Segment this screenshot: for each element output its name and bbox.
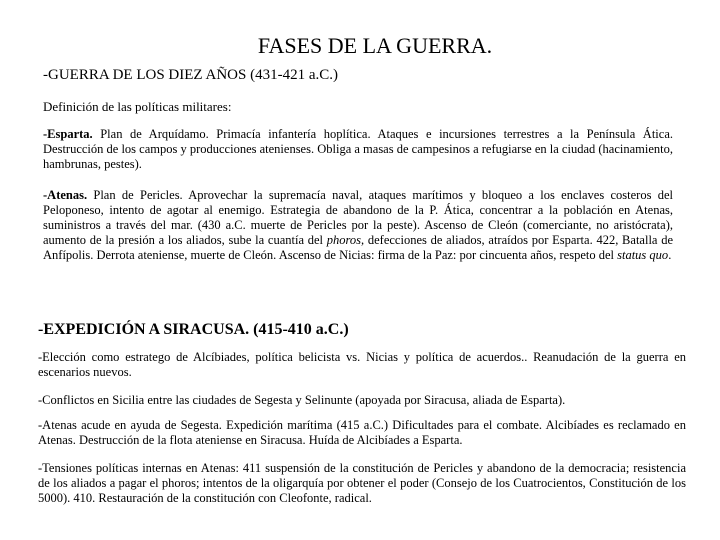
paragraph-atenas-segesta: -Atenas acude en ayuda de Segesta. Expedición marítima (415 a.C.) Dificultades para el combate. Alcibíades es reclamado en Atenas. Destrucción de la flota ateniense en Siracusa. Huída de Alcibíades a Esparta. bbox=[38, 418, 686, 447]
paragraph-tensiones-politicas: -Tensiones políticas internas en Atenas: 411 suspensión de la constitución de Pericles y abandono de la democracia; resistencia de los aliados a pagar el phoros; intentos de la oligarquía por obtener el poder (Consejo de los Cuatrocientos, Constitución de los 5000). 410. Restauración de la constitución con Cleofonte, radical. bbox=[38, 461, 686, 505]
section-heading-guerra-diez-anos: -GUERRA DE LOS DIEZ AÑOS (431-421 a.C.) bbox=[43, 67, 338, 83]
esparta-lead: -Esparta. bbox=[43, 127, 93, 141]
atenas-text-c: . bbox=[668, 248, 672, 262]
atenas-lead: -Atenas. bbox=[43, 188, 88, 202]
section-heading-expedicion-siracusa: -EXPEDICIÓN A SIRACUSA. (415-410 a.C.) bbox=[38, 321, 349, 338]
esparta-text: Plan de Arquídamo. Primacía infantería hoplítica. Ataques e incursiones terrestres a la Península Ática. Destrucción de los campos y producciones atenienses. Obliga a masas de campesinos a refugiarse en la ciudad (hacinamiento, hambrunas, pestes). bbox=[43, 127, 673, 171]
paragraph-esparta bbox=[43, 127, 673, 172]
atenas-italic-phoros: phoros, bbox=[326, 233, 365, 247]
subheading-politicas-militares: Definición de las políticas militares: bbox=[43, 99, 232, 114]
atenas-text-b: defecciones de aliados, atraídos por Esparta. 422, Batalla de Anfípolis. Derrota ateniense, muerte de Cleón. Ascenso de Nicias: firma de la Paz: por cincuenta años, respeto del bbox=[43, 233, 673, 262]
page-title: FASES DE LA GUERRA. bbox=[257, 33, 493, 58]
atenas-text-a: Plan de Pericles. Aprovechar la supremacía naval, ataques marítimos y bloqueo a los enclaves costeros del Peloponeso, intento de agotar al enemigo. Estrategia de abandono de la P. Ática, concentrar a la población en Atenas, suministros a través del mar. (430 a.C. muerte de Pericles por la peste). Ascenso de Cleón (comerciante, no aristócrata), aumento de la presión a los aliados, sube la cuantía del bbox=[43, 188, 673, 247]
paragraph-eleccion-alcibiades: -Elección como estratego de Alcíbiades, política belicista vs. Nicias y política de acuerdos.. Reanudación de la guerra en escenarios nuevos. bbox=[38, 350, 686, 379]
paragraph-atenas bbox=[43, 188, 673, 263]
atenas-italic-status-quo: status quo bbox=[617, 248, 669, 262]
paragraph-conflictos-sicilia: -Conflictos en Sicilia entre las ciudades de Segesta y Selinunte (apoyada por Siracusa, aliada de Esparta). bbox=[38, 393, 566, 407]
